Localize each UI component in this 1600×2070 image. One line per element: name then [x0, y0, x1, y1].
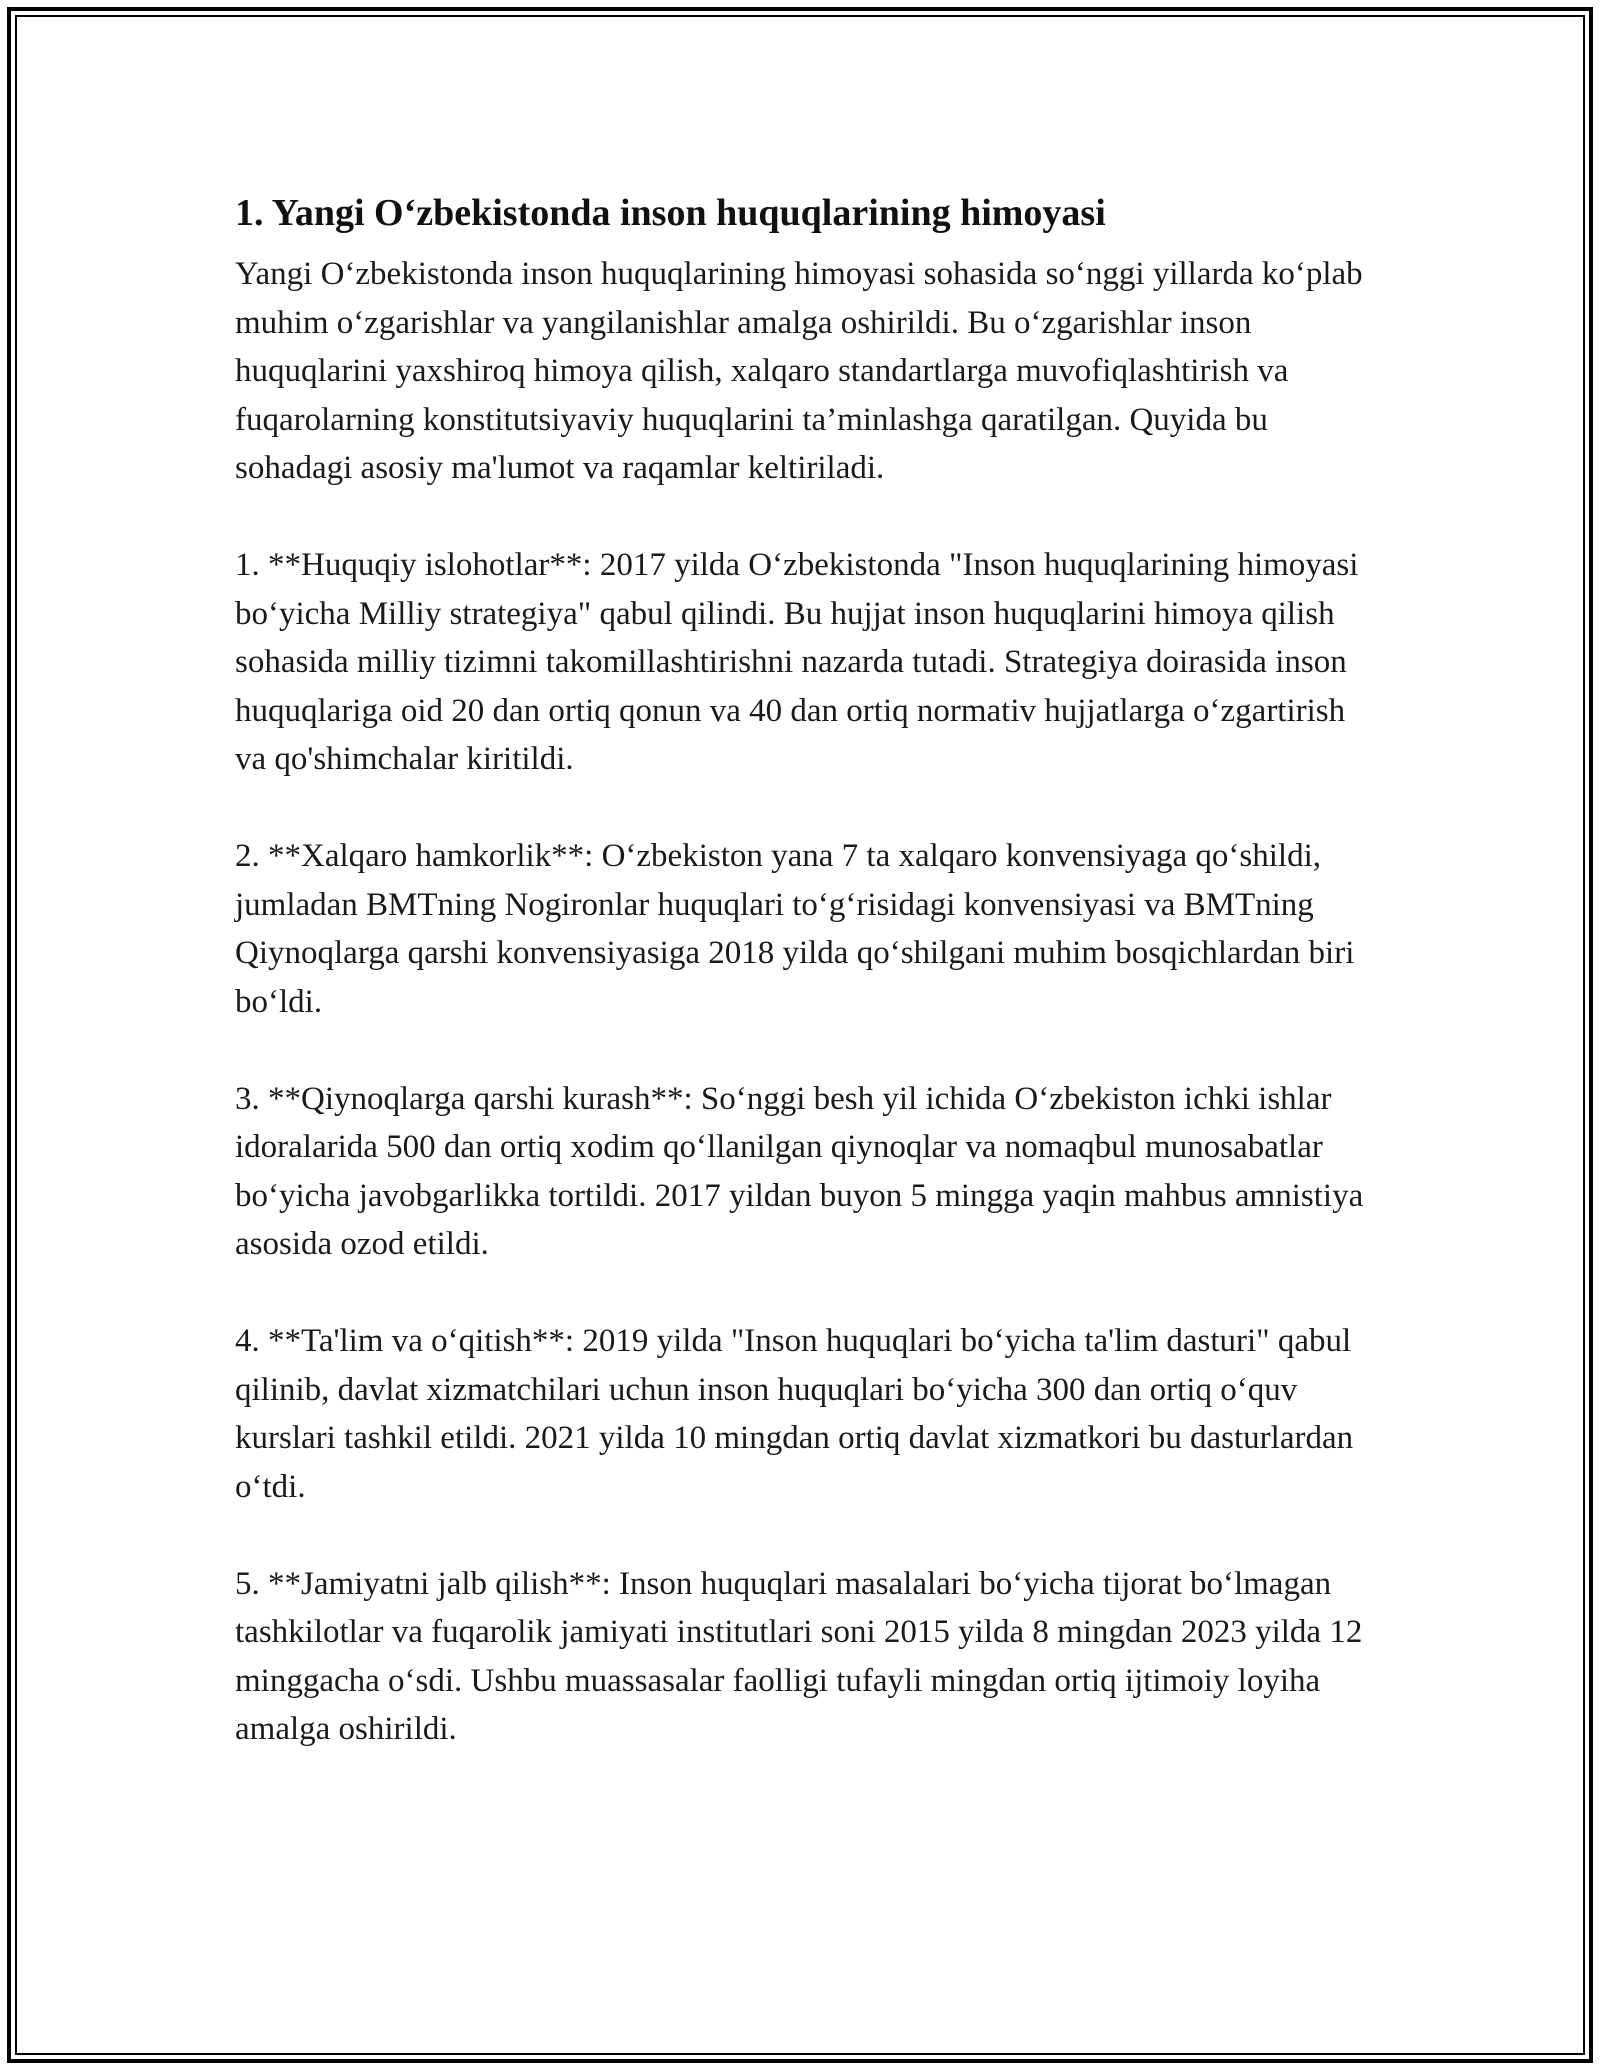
list-item: 2. **Xalqaro hamkorlik**: O‘zbekiston yana 7 ta xalqaro konvensiyaga qo‘shildi, jumladan BMTning Nogironlar huquqlari to‘g‘risidagi konvensiyasi va BMTning Qiynoqlarga qarshi konvensiyasiga 2018 yilda qo‘shilgani muhim bosqichlardan biri bo‘ldi.	[235, 838, 1355, 1020]
document-body	[235, 186, 1375, 1754]
list-item: 5. **Jamiyatni jalb qilish**: Inson huquqlari masalalari bo‘yicha tijorat bo‘lmagan tashkilotlar va fuqarolik jamiyati institutlari soni 2015 yilda 8 mingdan 2023 yilda 12 minggacha o‘sdi. Ushbu muassasalar faolligi tufayli mingdan ortiq ijtimoiy loyiha amalga oshirildi.	[235, 1565, 1363, 1747]
list-item: 1. **Huquqiy islohotlar**: 2017 yilda O‘zbekistonda "Inson huquqlarining himoyasi bo‘yicha Milliy strategiya" qabul qilindi. Bu hujjat inson huquqlarini himoya qilish sohasida milliy tizimni takomillashtirishni nazarda tutadi. Strategiya doirasida inson huquqlariga oid 20 dan ortiq qonun va 40 dan ortiq normativ hujjatlarga o‘zgartirish va qo'shimchalar kiritildi.	[235, 547, 1359, 777]
document-title: 1. Yangi O‘zbekistonda inson huquqlarining himoyasi	[235, 192, 1106, 234]
intro-paragraph: Yangi O‘zbekistonda inson huquqlarining himoyasi sohasida so‘nggi yillarda ko‘plab muhim o‘zgarishlar va yangilanishlar amalga oshirildi. Bu o‘zgarishlar inson huquqlarini yaxshiroq himoya qilish, xalqaro standartlarga muvofiqlashtirish va fuqarolarning konstitutsiyaviy huquqlarini ta’minlashga qaratilgan. Quyida bu sohadagi asosiy ma'lumot va raqamlar keltiriladi.	[235, 256, 1363, 486]
list-item: 4. **Ta'lim va o‘qitish**: 2019 yilda "Inson huquqlari bo‘yicha ta'lim dasturi" qabul qilinib, davlat xizmatchilari uchun inson huquqlari bo‘yicha 300 dan ortiq o‘quv kurslari tashkil etildi. 2021 yilda 10 mingdan ortiq davlat xizmatkori bu dasturlardan o‘tdi.	[235, 1323, 1354, 1505]
list-item: 3. **Qiynoqlarga qarshi kurash**: So‘nggi besh yil ichida O‘zbekiston ichki ishlar idoralarida 500 dan ortiq xodim qo‘llanilgan qiynoqlar va nomaqbul munosabatlar bo‘yicha javobgarlikka tortildi. 2017 yildan buyon 5 mingga yaqin mahbus amnistiya asosida ozod etildi.	[235, 1080, 1364, 1262]
